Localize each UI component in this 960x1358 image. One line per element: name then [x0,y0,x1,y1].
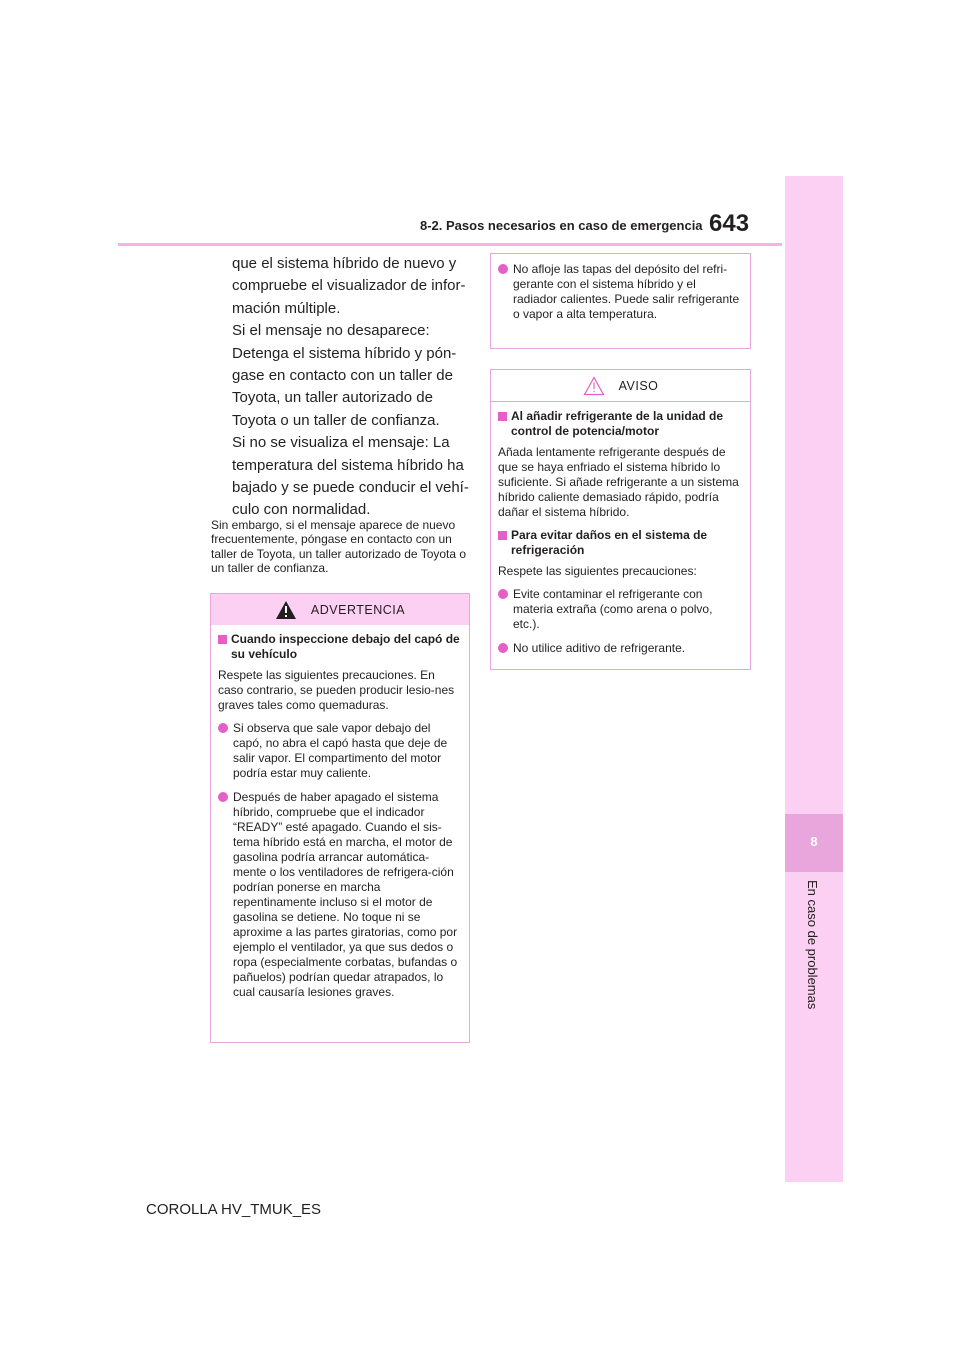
warning-heading: Cuando inspeccione debajo del capó de su vehículo [218,632,461,662]
step-line: Toyota o un taller de confianza. [232,411,440,429]
warning-continuation-body [491,254,750,322]
step-line: Detenga el sistema híbrido y pón- [232,344,457,362]
warning-bullet: Si observa que sale vapor debajo del capó, no abra el capó hasta que deje de salir vapor. El compartimento del motor podría estar muy caliente. [218,721,461,781]
caution-triangle-icon [583,376,605,396]
square-bullet-icon [498,531,507,540]
round-bullet-icon [498,264,508,274]
round-bullet-icon [218,792,228,802]
step-line: que el sistema híbrido de nuevo y [232,255,457,272]
notice-title-bar [491,370,750,402]
warning-title: ADVERTENCIA [310,602,406,617]
warning-body [211,625,469,1000]
warning-triangle-icon [275,600,297,620]
chapter-number: 8 [810,834,818,849]
step-line: mación múltiple. [232,299,341,317]
notice-text: Respete las siguientes precauciones: [498,564,697,578]
footer-model-code: COROLLA HV_TMUK_ES [146,1201,322,1218]
step-continuation [232,253,472,522]
notice-body [491,402,750,656]
step-line: temperatura del sistema híbrido ha [232,456,464,474]
square-bullet-icon [218,635,227,644]
notice-box [490,369,751,670]
notice-heading: Al añadir refrigerante de la unidad de control de potencia/motor [498,409,742,439]
note-paragraph: Sin embargo, si el mensaje aparece de nuevo frecuentemente, póngase en contacto con un taller de Toyota, un taller autorizado de Toyota o un taller de confianza. [211,518,467,575]
round-bullet-icon [498,643,508,653]
round-bullet-icon [218,723,228,733]
step-line: gase en contacto con un taller de [232,367,453,385]
notice-bullet: No utilice aditivo de refrigerante. [498,641,742,656]
warning-bullet: Después de haber apagado el sistema híbrido, compruebe que el indicador “READY” esté apagado. Cuando el sis-tema híbrido está en marcha, el motor de gasolina podría arrancar automática-mente o los ventiladores de refrigera-ción podrían ponerse en marcha repentinamente incluso si el motor de gasolina se detiene. No toque ni se aproxime a las partes giratorias, como por ejemplo el ventilador, ya que sus dedos o ropa (especialmente corbatas, bufandas o pañuelos) podrían quedar atrapados, lo cual causaría lesiones graves. [218,790,461,1000]
chapter-label: En caso de problemas [805,880,820,1010]
step-line: Toyota, un taller autorizado de [232,389,433,407]
page-number: 643 [709,210,750,237]
warning-title-bar [211,594,469,625]
section-title: 8-2. Pasos necesarios en caso de emergencia [420,218,703,233]
warning-bullet: No afloje las tapas del depósito del refri-gerante con el sistema híbrido y el radiador calientes. Puede salir refrigerante o vapor a alta temperatura. [498,262,742,322]
warning-intro: Respete las siguientes precauciones. En caso contrario, se pueden producir lesio-nes graves tales como quemaduras. [218,668,455,712]
warning-continuation-box [490,253,751,349]
warning-box [210,593,470,1043]
square-bullet-icon [498,412,507,421]
round-bullet-icon [498,589,508,599]
notice-bullet: Evite contaminar el refrigerante con materia extraña (como arena o polvo, etc.). [498,587,742,632]
step-line: culo con normalidad. [232,501,371,519]
step-line: Si el mensaje no desaparece: [232,322,430,340]
step-line: bajado y se puede conducir el vehí- [232,479,469,497]
notice-title: AVISO [618,378,659,393]
notice-heading: Para evitar daños en el sistema de refrigeración [498,528,742,558]
notice-text: Añada lentamente refrigerante después de que se haya enfriado el sistema híbrido lo suficiente. Si añade refrigerante a un sistema híbrido caliente demasiado rápido, podría dañar el sistema híbrido. [498,445,739,519]
step-line: compruebe el visualizador de infor- [232,277,466,295]
chapter-side-tab [785,176,843,1182]
step-line: Si no se visualiza el mensaje: La [232,434,450,452]
header-rule [118,243,782,246]
